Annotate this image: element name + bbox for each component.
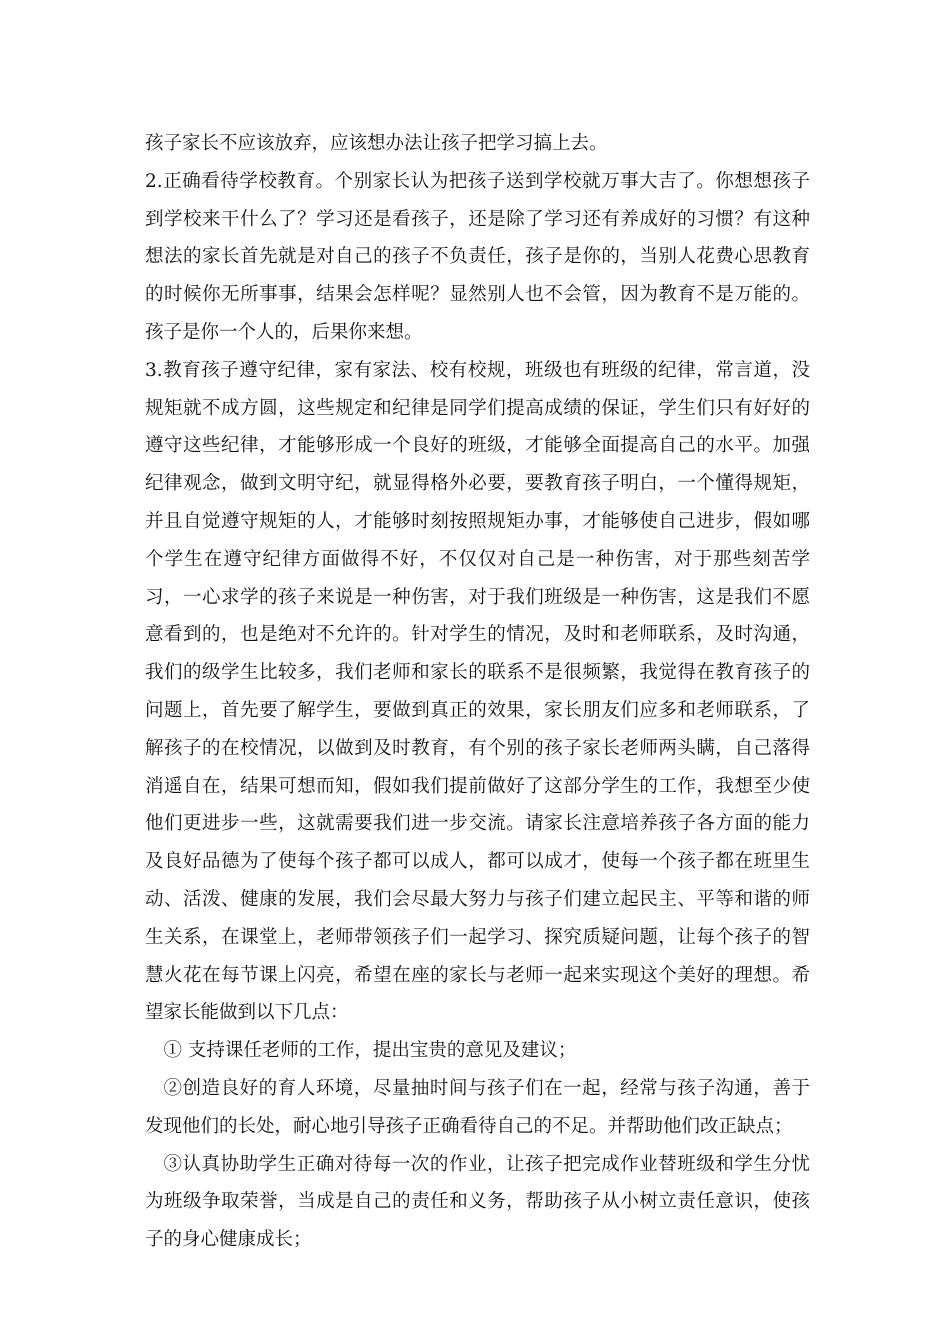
list-item-homework: ③认真协助学生正确对待每一次的作业，让孩子把完成作业替班级和学生分忧为班级争取荣誉，当成是自己的责任和义务，帮助孩子从小树立责任意识，使孩子的身心健康成长； <box>145 1153 810 1251</box>
list-item-environment: ②创造良好的育人环境，尽量抽时间与孩子们在一起，经常与孩子沟通，善于发现他们的长处，耐心地引导孩子正确看待自己的不足。并帮助他们改正缺点； <box>145 1077 810 1137</box>
paragraph-school-education: 2.正确看待学校教育。个别家长认为把孩子送到学校就万事大吉了。你想想孩子到学校来干什么了？学习还是看孩子，还是除了学习还有养成好的习惯？有这种想法的家长首先就是对自己的孩子不负责任，孩子是你的，当别人花费心思教育的时候你无所事事，结果会怎样呢？显然别人也不会管，因为教育不是万能的。孩子是你一个人的，后果你来想。 <box>145 170 810 343</box>
list-item-support-teachers: ① 支持课任老师的工作，提出宝贵的意见及建议； <box>163 1040 577 1062</box>
paragraph-discipline: 3.教育孩子遵守纪律，家有家法、校有校规，班级也有班级的纪律，常言道，没规矩就不成方圆，这些规定和纪律是同学们提高成绩的保证，学生们只有好好的遵守这些纪律，才能够形成一个良好的班级，才能够全面提高自己的水平。加强纪律观念，做到文明守纪，就显得格外必要，要教育孩子明白，一个懂得规矩，并且自觉遵守规矩的人，才能够时刻按照规矩办事，才能够使自己进步，假如哪个学生在遵守纪律方面做得不好，不仅仅对自己是一种伤害，对于那些刻苦学习，一心求学的孩子来说是一种伤害，对于我们班级是一种伤害，这是我们不愿意看到的，也是绝对不允许的。针对学生的情况，及时和老师联系，及时沟通，我们的级学生比较多，我们老师和家长的联系不是很频繁，我觉得在教育孩子的问题上，首先要了解学生，要做到真正的效果，家长朋友们应多和老师联系，了解孩子的在校情况，以做到及时教育，有个别的孩子家长老师两头瞒，自己落得消遥自在，结果可想而知，假如我们提前做好了这部分学生的工作，我想至少使他们更进步一些，这就需要我们进一步交流。请家长注意培养孩子各方面的能力及良好品德为了使每个孩子都可以成人，都可以成才，使每一个孩子都在班里生动、活泼、健康的发展，我们会尽最大努力与孩子们建立起民主、平等和谐的师生关系，在课堂上，老师带领孩子们一起学习、探究质疑问题，让每个孩子的智慧火花在每节课上闪亮，希望在座的家长与老师一起来实现这个美好的理想。希望家长能做到以下几点： <box>145 359 810 1024</box>
document-body <box>145 125 810 1259</box>
paragraph-continuation: 孩子家长不应该放弃，应该想办法让孩子把学习搞上去。 <box>145 133 608 154</box>
